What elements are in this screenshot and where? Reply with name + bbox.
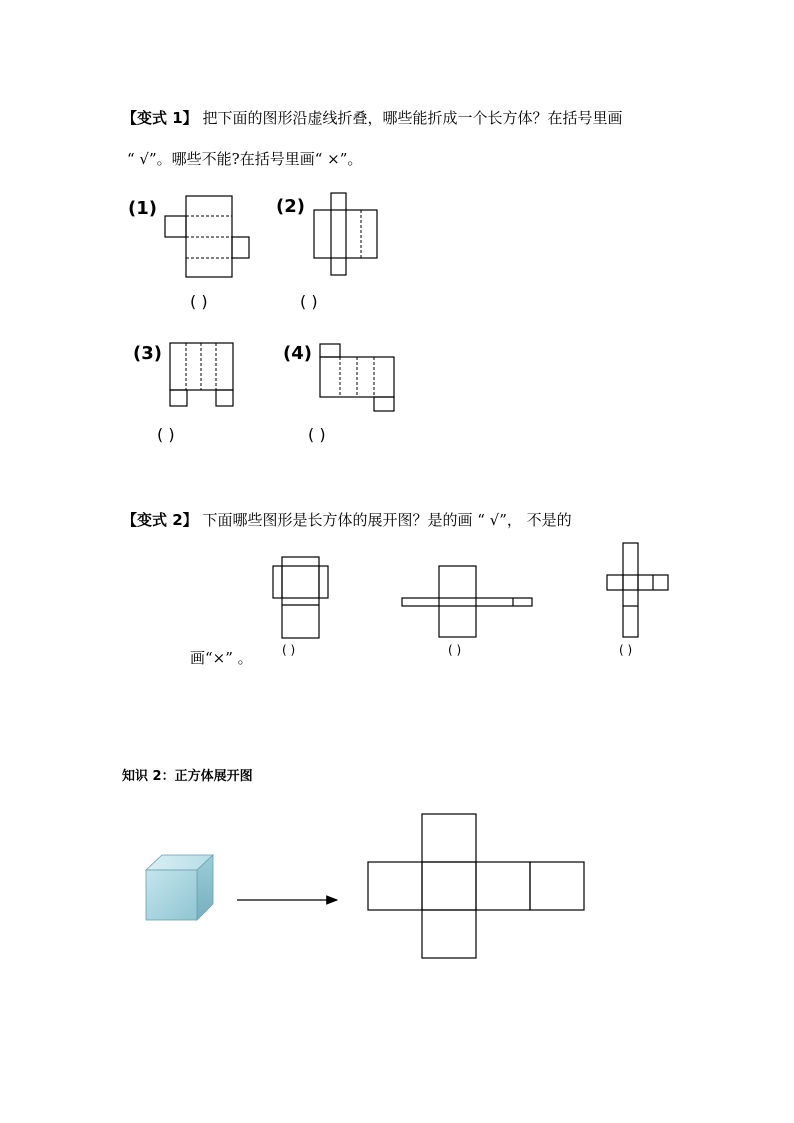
- variant2-question-line2: 画“×” 。: [190, 649, 253, 667]
- knowledge2-heading: 知识 2：正方体展开图: [122, 769, 253, 784]
- cube-icon: [146, 855, 213, 920]
- net-figure-2: [314, 193, 377, 275]
- net-b-answer[interactable]: ( ): [448, 643, 462, 657]
- figure-2-label: (2): [276, 196, 305, 217]
- net-c-answer[interactable]: ( ): [619, 643, 633, 657]
- net-figure-3: [170, 343, 233, 406]
- figure-3-answer[interactable]: ( ): [157, 425, 175, 444]
- figure-4-label: (4): [283, 343, 312, 364]
- net-variant2-b: [402, 566, 532, 637]
- net-a-answer[interactable]: ( ): [282, 643, 296, 657]
- net-variant2-c: [607, 543, 668, 637]
- net-figure-4: [320, 344, 394, 411]
- variant1-tag: 【变式 1】: [122, 109, 198, 127]
- figure-4-answer[interactable]: ( ): [308, 425, 326, 444]
- variant1-question-line2: “ √”。哪些不能?在括号里画“ ×”。: [127, 150, 363, 168]
- variant2-line1-text: 下面哪些图形是长方体的展开图？是的画 “ √”， 不是的: [202, 511, 572, 529]
- figure-1-label: (1): [128, 198, 157, 219]
- variant2-tag: 【变式 2】: [122, 511, 198, 529]
- figure-1-answer[interactable]: ( ): [190, 292, 208, 311]
- variant1-line1-text: 把下面的图形沿虚线折叠，哪些能折成一个长方体？在括号里画: [202, 109, 623, 127]
- net-variant2-a: [273, 557, 328, 638]
- figure-3-label: (3): [133, 343, 162, 364]
- figure-2-answer[interactable]: ( ): [300, 292, 318, 311]
- cube-net: [368, 814, 584, 958]
- net-figure-1: [165, 196, 249, 277]
